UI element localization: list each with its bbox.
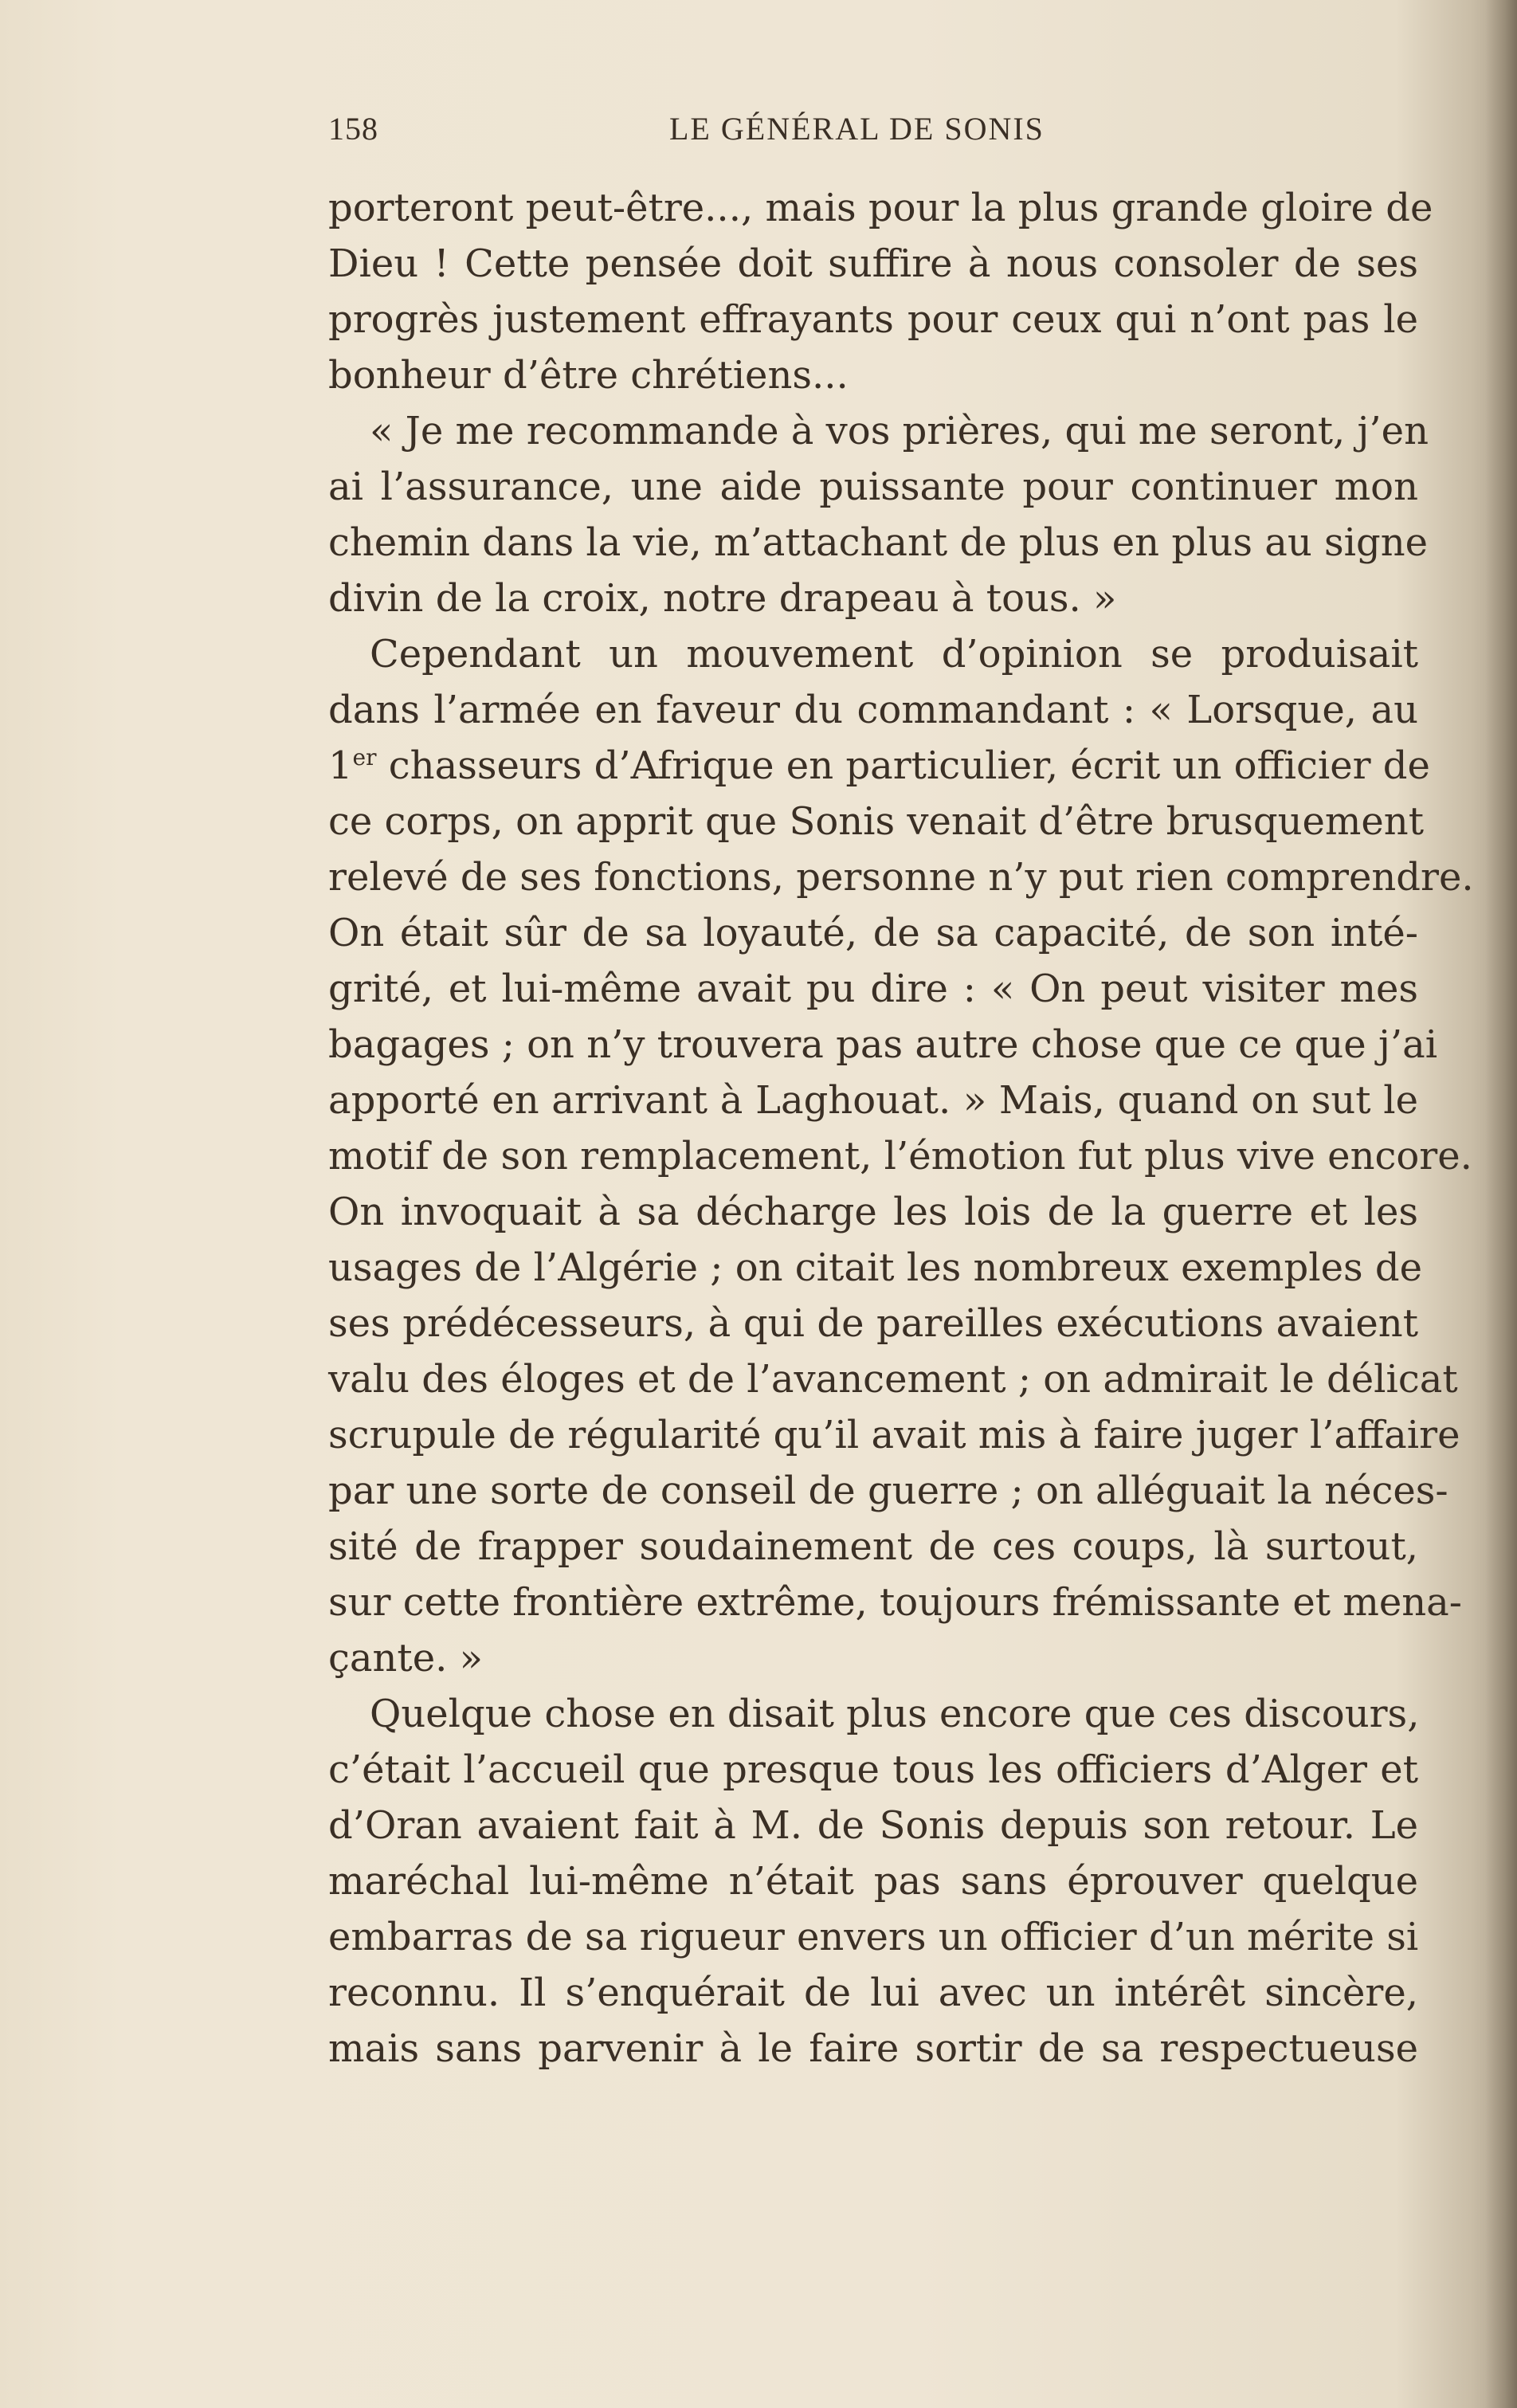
page-edge-shadow	[1485, 0, 1517, 2408]
text-line: grité, et lui-même avait pu dire : « On peut visiter mes	[328, 967, 1418, 1011]
ordinal-suffix: er	[352, 744, 377, 771]
text-line: scrupule de régularité qu’il avait mis à faire juger l’affaire	[328, 1413, 1460, 1457]
text-line: sité de frapper soudainement de ces coups, là surtout,	[328, 1524, 1418, 1569]
text-line: sur cette frontière extrême, toujours frémissante et mena-	[328, 1580, 1463, 1625]
text-line: On invoquait à sa décharge les lois de la guerre et les	[328, 1190, 1418, 1234]
page-number: 158	[328, 111, 378, 147]
text-line-remainder: chasseurs d’Afrique en particulier, écrit un officier de	[388, 743, 1430, 788]
text-line: d’Oran avaient fait à M. de Sonis depuis son retour. Le	[328, 1803, 1418, 1848]
text-line: ce corps, on apprit que Sonis venait d’être brusquement	[328, 799, 1425, 844]
text-line: porteront peut-être..., mais pour la plus grande gloire de	[328, 186, 1433, 230]
text-line: valu des éloges et de l’avancement ; on admirait le délicat	[328, 1357, 1458, 1402]
running-head	[328, 110, 1428, 158]
text-line: mais sans parvenir à le faire sortir de sa respectueuse	[328, 2026, 1418, 2071]
text-line: embarras de sa rigueur envers un officier d’un mérite si	[328, 1915, 1419, 1959]
text-line: motif de son remplacement, l’émotion fut plus vive encore.	[328, 1134, 1472, 1179]
text-line: apporté en arrivant à Laghouat. » Mais, quand on sut le	[328, 1078, 1418, 1123]
text-line: bagages ; on n’y trouvera pas autre chose que ce que j’ai	[328, 1022, 1438, 1067]
text-line: c’était l’accueil que presque tous les officiers d’Alger et	[328, 1747, 1418, 1792]
text-line: divin de la croix, notre drapeau à tous. »	[328, 576, 1117, 621]
text-line	[328, 738, 1430, 794]
text-line: par une sorte de conseil de guerre ; on alléguait la néces-	[328, 1469, 1448, 1513]
text-line: On était sûr de sa loyauté, de sa capacité, de son inté-	[328, 911, 1418, 955]
text-line: bonheur d’être chrétiens...	[328, 353, 849, 398]
text-line: Dieu ! Cette pensée doit suffire à nous consoler de ses	[328, 241, 1418, 286]
text-line: « Je me recommande à vos prières, qui me seront, j’en	[370, 409, 1429, 453]
text-line: reconnu. Il s’enquérait de lui avec un intérêt sincère,	[328, 1971, 1418, 2015]
text-line: ses prédécesseurs, à qui de pareilles exécutions avaient	[328, 1301, 1418, 1346]
text-line: chemin dans la vie, m’attachant de plus en plus au signe	[328, 520, 1429, 565]
text-line: progrès justement effrayants pour ceux qui n’ont pas le	[328, 297, 1418, 342]
text-line: Quelque chose en disait plus encore que ces discours,	[370, 1692, 1420, 1736]
text-line: relevé de ses fonctions, personne n’y put rien comprendre.	[328, 855, 1474, 900]
text-line: maréchal lui-même n’était pas sans éprouver quelque	[328, 1859, 1418, 1904]
text-line: usages de l’Algérie ; on citait les nombreux exemples de	[328, 1245, 1423, 1290]
running-title: LE GÉNÉRAL DE SONIS	[669, 111, 1045, 147]
body-text	[328, 180, 1474, 2077]
text-line: Cependant un mouvement d’opinion se produisait	[370, 632, 1418, 677]
ordinal-number: 1	[328, 743, 353, 788]
text-line: çante. »	[328, 1636, 483, 1681]
text-line: ai l’assurance, une aide puissante pour continuer mon	[328, 465, 1418, 509]
text-line: dans l’armée en faveur du commandant : « Lorsque, au	[328, 688, 1418, 732]
